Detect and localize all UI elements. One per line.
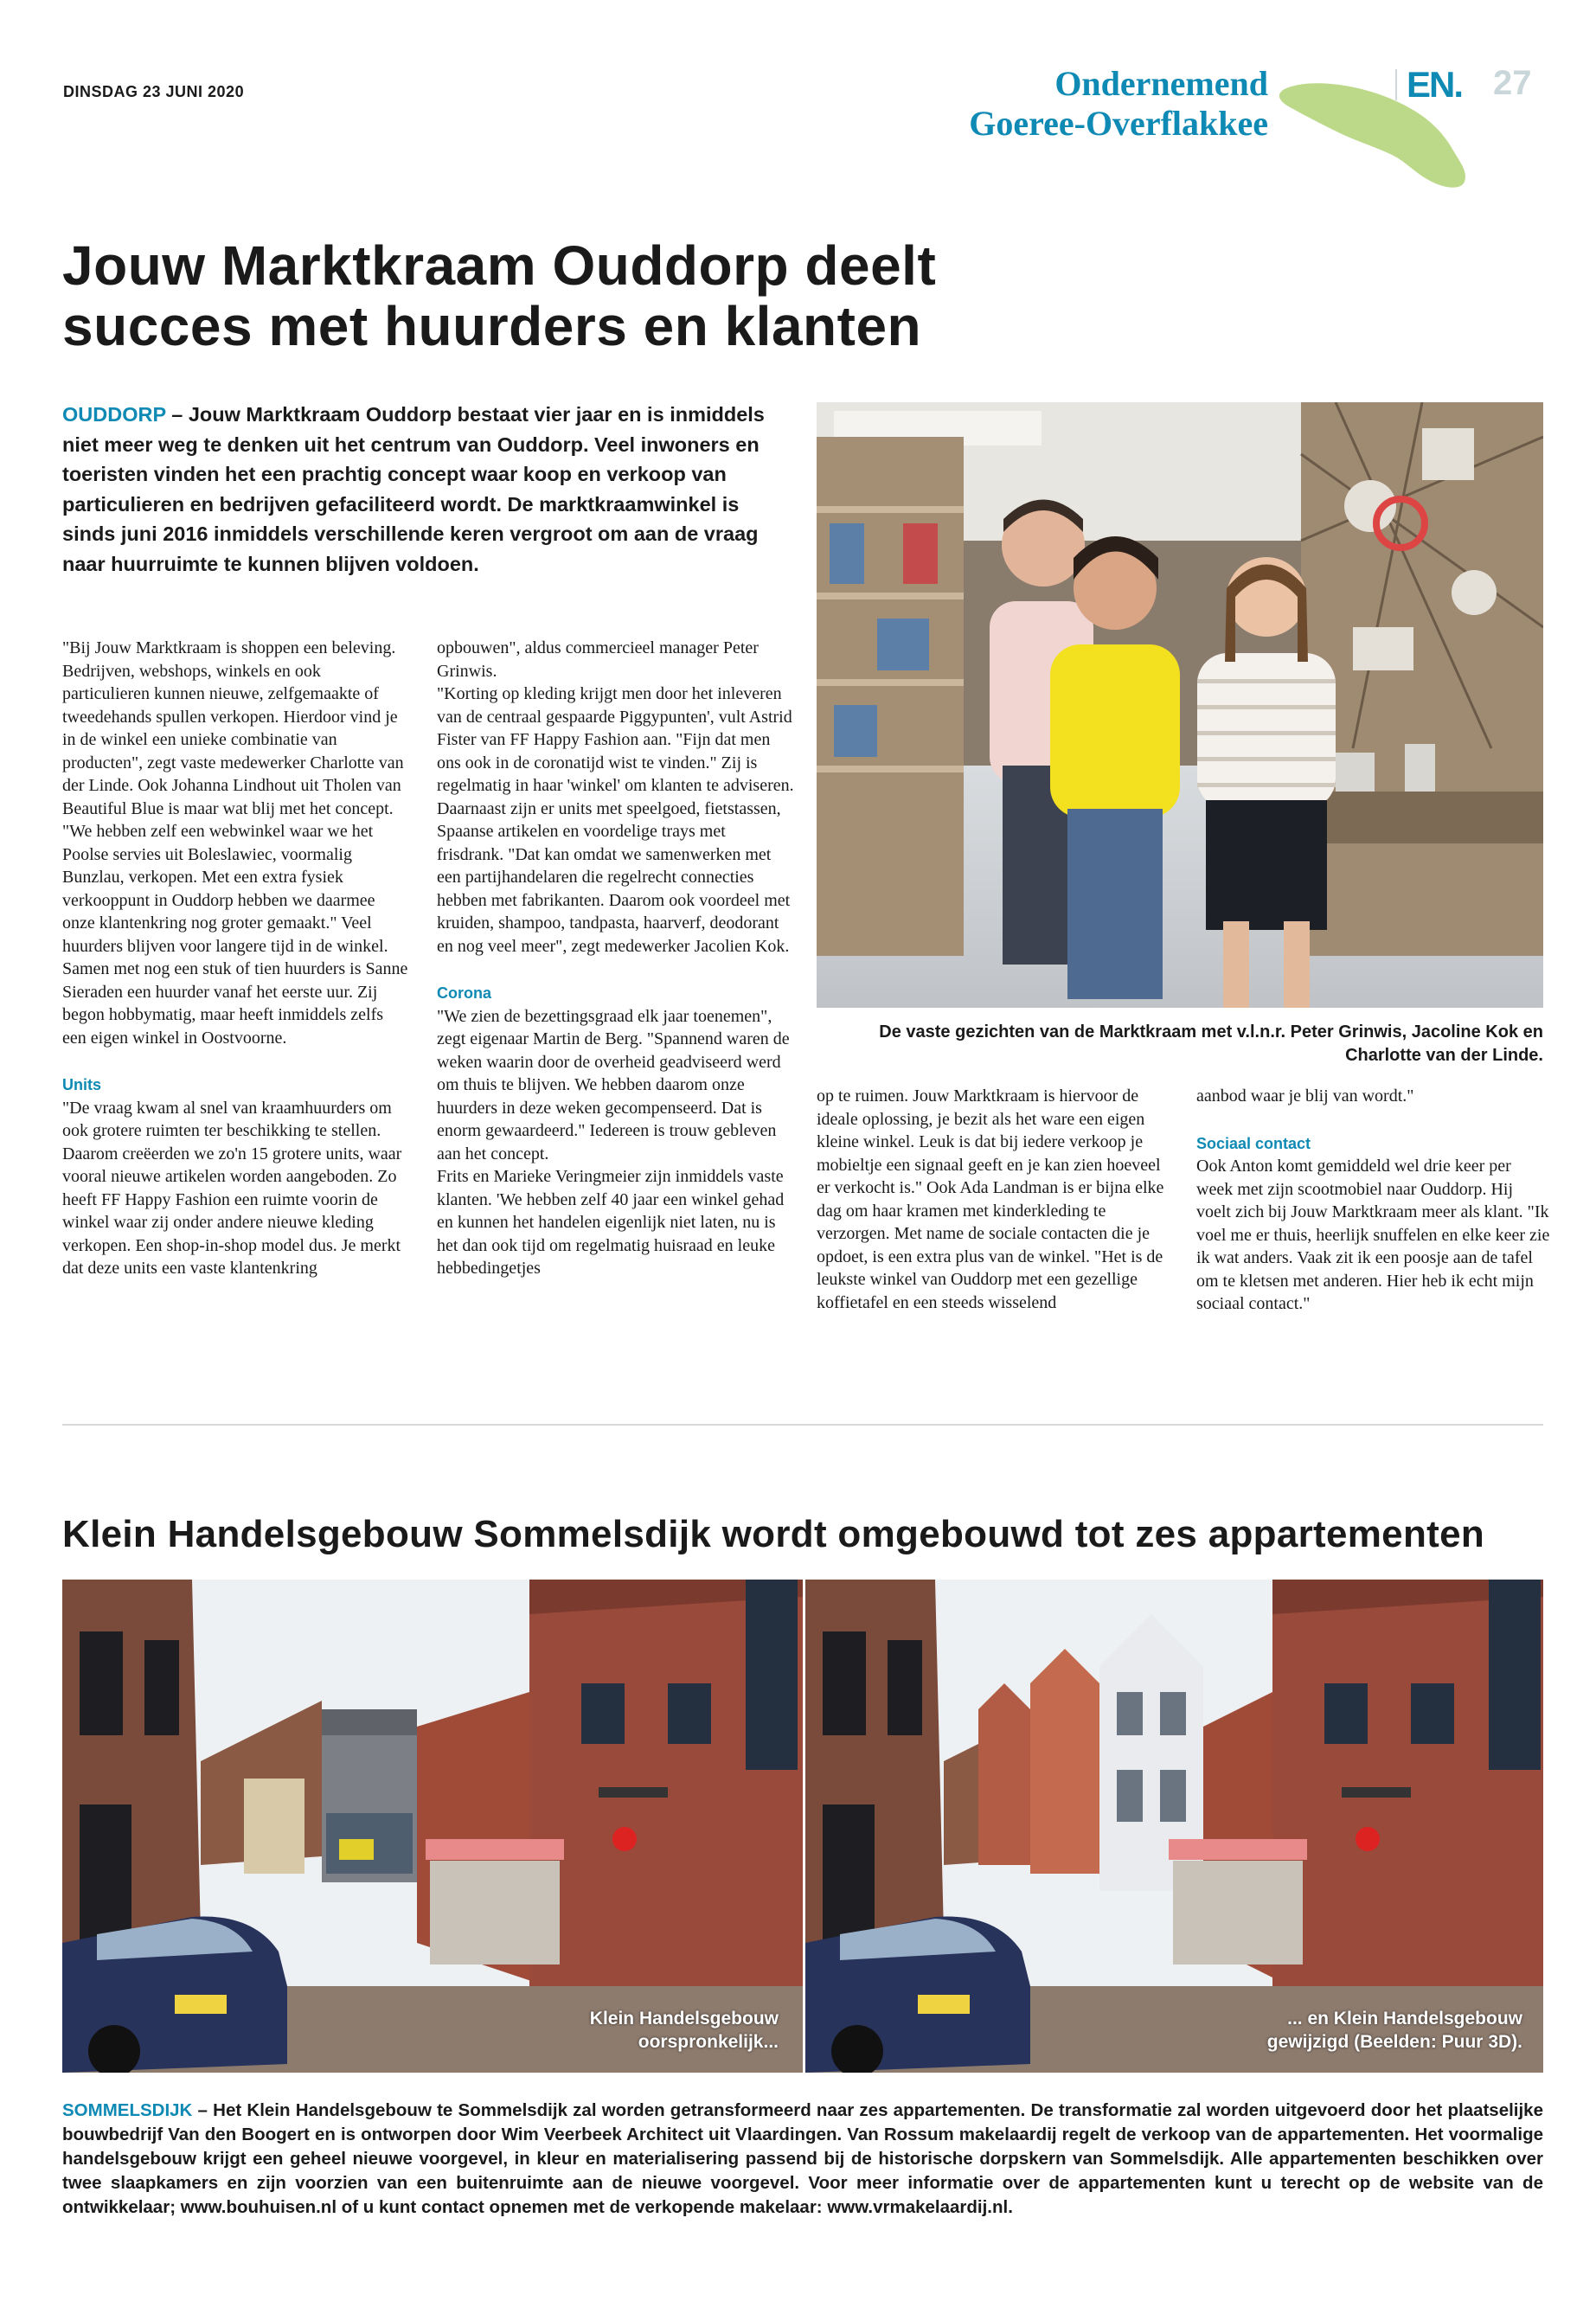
- section-title-line2: Goeree-Overflakkee: [969, 104, 1268, 143]
- paragraph: "We zien de bezettingsgraad elk jaar toenemen", zegt eigenaar Martin de Berg. "Spannend waren de weken waarin door de overheid geadviseerd werd om thuis te blijven. We hebben daarom onze huurders in deze weken gecompenseerd. Dat is enorm gewaardeerd." Iedereen is trouw gebleven aan het concept.: [437, 1006, 790, 1163]
- article1-column-4: [1196, 1085, 1551, 1316]
- subheading-units: Units: [62, 1076, 101, 1093]
- paragraph: op te ruimen. Jouw Marktkraam is hiervoor de ideale oplossing, je bezit als het ware een eigen kleine winkel. Leuk is dat bij iedere verkoop je mobieltje een signaal geeft en je kan zien hoeveel er verkocht is." Ook Ada Landman is er bijna elke dag om haar kramen met kinderkleding te verzorgen. Met name de sociale contacten die je opdoet, is een extra plus van de winkel. "Het is de leukste winkel van Ouddorp met een gezellige koffietafel en een steeds wisselend: [817, 1086, 1164, 1312]
- paragraph: opbouwen", aldus commercieel manager Peter Grinwis.: [437, 638, 759, 681]
- street-photo-after: [805, 1580, 1543, 2073]
- paragraph: Ook Anton komt gemiddeld wel drie keer per week met zijn scootmobiel naar Ouddorp. Hij voelt zich bij Jouw Marktkraam meer als klant. "Ik voel me er thuis, heerlijk snuffelen en elke keer zie ik wat anders. Vaak zit ik een poosje aan de tafel om te kletsen met anderen. Hier heb ik echt mijn sociaal contact.": [1196, 1157, 1550, 1313]
- article1-column-3: [817, 1085, 1171, 1314]
- dateline: SOMMELSDIJK: [62, 2100, 193, 2120]
- paragraph: "Korting op kleding krijgt men door het inleveren van de centraal gespaarde Piggypunten', vult Astrid Fister van FF Happy Fashion aan. "Fijn dat men ons ook in de coronatijd wist te vinden." Zij is regelmatig in haar 'winkel' om klanten te adviseren. Daarnaast zijn er units met speelgoed, fietstassen, Spaanse artikelen en voordelige trays met frisdrank. "Dat kan omdat we samenwerken met een partijhandelaren die regelrecht connecties hebben met fabrikanten. Daarom ook voordeel met kruiden, shampoo, tandpasta, haarverf, deodorant en nog veel meer", zegt medewerker Jacolien Kok.: [437, 684, 794, 956]
- caption-line: ... en Klein Handelsgebouw: [1287, 2009, 1522, 2029]
- paragraph: "Bij Jouw Marktkraam is shoppen een beleving. Bedrijven, webshops, winkels en ook particulieren kunnen nieuwe, zelfgemaakte of tweedehands spullen verkopen. Hierdoor vind je in de winkel een unieke combinatie van producten", zegt vaste medewerker Charlotte van der Linde. Ook Johanna Lindhout uit Tholen van Beautiful Blue is maar wat blij met het concept. "We hebben zelf een webwinkel waar we het Poolse servies uit Boleslawiec, voormalig Bunzlau, verkopen. Met een extra fysiek verkooppunt in Ouddorp hebben we daarmee onze klantenkring nog groter gemaakt." Veel huurders blijven voor langere tijd in de winkel. Samen met nog een stuk of tien huurders is Sanne Sieraden een huurder vanaf het eerste uur. Zij begon hobbymatig, maar heeft inmiddels zelfs een eigen winkel in Oostvoorne.: [62, 638, 408, 1048]
- paragraph: "De vraag kwam al snel van kraamhuurders om ook grotere ruimten ter beschikking te stellen. Daarom creëerden we zo'n 15 grotere units, waar vooral nieuwe artikelen worden aangeboden. Zo heeft FF Happy Fashion een ruimte voorin de winkel waar zij onder andere nieuwe kleding verkopen. Een shop-in-shop model dus. Je merkt dat deze units een vaste klantenkring: [62, 1098, 402, 1278]
- page-number: 27: [1493, 64, 1532, 102]
- newspaper-logo: EN.: [1407, 64, 1463, 105]
- article1-lead: [62, 400, 772, 579]
- article1-column-2: [437, 637, 796, 1280]
- logo-divider: [1395, 69, 1397, 100]
- body-text: – Het Klein Handelsgebouw te Sommelsdijk zal worden getransformeerd naar zes appartementen. De transformatie zal worden uitgevoerd door het plaatselijke bouwbedrijf Van den Boogert en is ontworpen door Wim Veerbeek Architect uit Vlaardingen. Van Rossum makelaardij regelt de verkoop van de appartementen. Het voormalige handelsgebouw krijgt een geheel nieuwe voorgevel, in kleur en materialisering passend bij de historische dorpskern van Sommelsdijk. Alle appartementen beschikken over twee slaapkamers en zijn voorzien van een buitenruimte aan de nieuwe voorgevel. Voor meer informatie over de appartementen kunt u terecht op de website van de ontwikkelaar; www.bouhuisen.nl of u kunt contact opnemen met de verkopende makelaar: www.vrmakelaardij.nl.: [62, 2100, 1543, 2217]
- dateline: OUDDORP: [62, 403, 166, 426]
- lead-text: – Jouw Marktkraam Ouddorp bestaat vier jaar en is inmiddels niet meer weg te denken uit het centrum van Ouddorp. Veel inwoners en toeristen vinden het een prachtig concept waar koop en verkoop van particulieren en bedrijven gefaciliteerd wordt. De marktkraamwinkel is sinds juni 2016 inmiddels verschillende keren vergroot om aan de vraag naar huurruimte te kunnen blijven voldoen.: [62, 403, 765, 575]
- article-separator: [62, 1424, 1543, 1426]
- issue-date: DINSDAG 23 JUNI 2020: [63, 83, 245, 100]
- caption-line: Klein Handelsgebouw: [589, 2009, 779, 2029]
- photo-caption-after: [1228, 2007, 1522, 2054]
- caption-line: gewijzigd (Beelden: Puur 3D).: [1266, 2032, 1522, 2052]
- caption-line: oorspronkelijk...: [638, 2032, 779, 2052]
- shop-staff-photo: [817, 402, 1543, 1008]
- article1-headline: [62, 235, 1100, 356]
- section-title: [900, 64, 1268, 144]
- subheading-corona: Corona: [437, 984, 491, 1002]
- article2-headline: Klein Handelsgebouw Sommelsdijk wordt omgebouwd tot zes appartementen: [62, 1513, 1485, 1555]
- headline-line: Jouw Marktkraam Ouddorp deelt: [62, 234, 937, 297]
- subheading-sociaal-contact: Sociaal contact: [1196, 1134, 1311, 1152]
- photo-caption-before: [502, 2007, 779, 2054]
- section-title-line1: Ondernemend: [1054, 64, 1268, 103]
- paragraph: Frits en Marieke Veringmeier zijn inmiddels vaste klanten. 'We hebben zelf 40 jaar een winkel gehad en kunnen het handelen eigenlijk niet laten, nu is het dan ook tijd om regelmatig huisraad en leuke hebbedingetjes: [437, 1167, 785, 1278]
- paragraph: aanbod waar je blij van wordt.": [1196, 1086, 1414, 1106]
- photo-caption: De vaste gezichten van de Marktkraam met v.l.n.r. Peter Grinwis, Jacoline Kok en Charlotte van der Linde.: [879, 1022, 1543, 1065]
- headline-line: succes met huurders en klanten: [62, 295, 922, 357]
- street-photo-before: [62, 1580, 803, 2073]
- article1-column-1: [62, 637, 408, 1280]
- article2-body: [62, 2099, 1543, 2220]
